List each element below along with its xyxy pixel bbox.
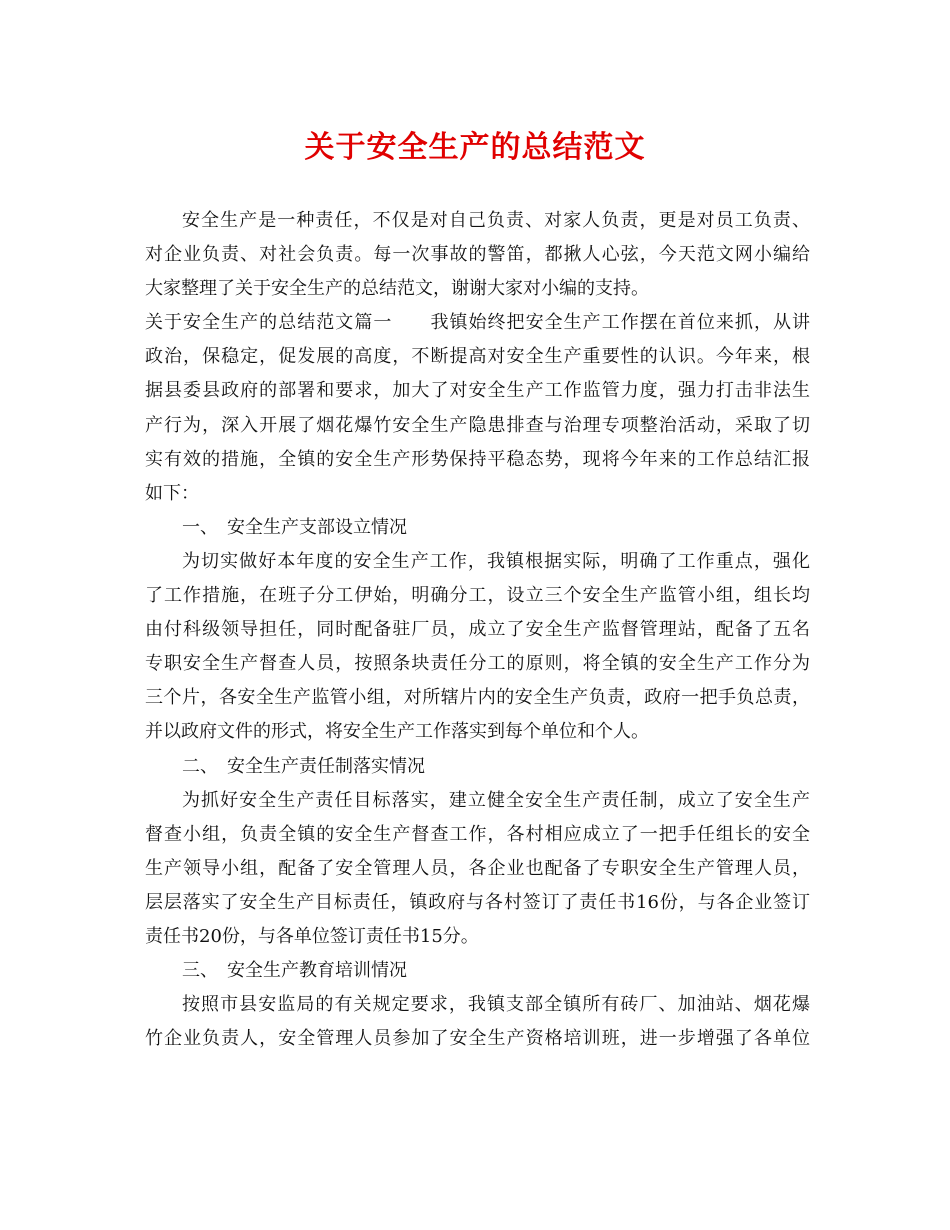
body-line: 了工作措施，在班子分工伊始，明确分工，设立三个安全生产监管小组，组长均 (145, 585, 810, 607)
body-line: 安全生产是一种责任，不仅是对自己负责、对家人负责，更是对员工负责、 (182, 210, 810, 231)
body-line: 层层落实了安全生产目标责任，镇政府与各村签订了责任书16份，与各企业签订 (145, 891, 810, 913)
body-line: 生产领导小组，配备了安全管理人员，各企业也配备了专职安全生产管理人员， (145, 857, 810, 879)
body-line: 政治，保稳定，促发展的高度，不断提高对安全生产重要性的认识。今年来，根 (145, 346, 810, 368)
body-line: 竹企业负责人，安全管理人员参加了安全生产资格培训班，进一步增强了各单位 (145, 1028, 810, 1050)
section-heading: 一、 安全生产支部设立情况 (182, 516, 407, 538)
body-line: 督查小组，负责全镇的安全生产督查工作，各村相应成立了一把手任组长的安全 (145, 823, 810, 845)
document-body (145, 204, 810, 1056)
body-line: 三个片，各安全生产监管小组，对所辖片内的安全生产负责，政府一把手负总责， (145, 687, 810, 709)
body-line: 为切实做好本年度的安全生产工作，我镇根据实际，明确了工作重点，强化 (182, 550, 810, 572)
section-heading: 二、 安全生产责任制落实情况 (182, 755, 425, 777)
document-title: 关于安全生产的总结范文 (304, 130, 646, 165)
body-line: 并以政府文件的形式，将安全生产工作落实到每个单位和个人。 (145, 721, 649, 743)
body-line: 关于安全生产的总结范文篇一 我镇始终把安全生产工作摆在首位来抓，从讲 (145, 312, 810, 334)
body-line: 产行为，深入开展了烟花爆竹安全生产隐患排查与治理专项整治活动，采取了切 (145, 414, 810, 436)
body-line: 责任书20份，与各单位签订责任书15分。 (145, 925, 479, 947)
body-line: 专职安全生产督查人员，按照条块责任分工的原则，将全镇的安全生产工作分为 (145, 653, 810, 675)
body-line: 实有效的措施，全镇的安全生产形势保持平稳态势，现将今年来的工作总结汇报 (145, 448, 810, 470)
body-line: 由付科级领导担任，同时配备驻厂员，成立了安全生产监督管理站，配备了五名 (145, 619, 810, 641)
body-line: 对企业负责、对社会负责。每一次事故的警笛，都揪人心弦，今天范文网小编给 (145, 244, 810, 266)
body-line: 按照市县安监局的有关规定要求，我镇支部全镇所有砖厂、加油站、烟花爆 (182, 994, 810, 1016)
body-line: 据县委县政府的部署和要求，加大了对安全生产工作监管力度，强力打击非法生 (145, 380, 810, 402)
body-line: 为抓好安全生产责任目标落实，建立健全安全生产责任制，成立了安全生产 (182, 789, 810, 811)
body-line: 如下： (145, 482, 199, 504)
section-heading: 三、 安全生产教育培训情况 (182, 960, 407, 982)
body-line: 大家整理了关于安全生产的总结范文，谢谢大家对小编的支持。 (145, 278, 649, 300)
